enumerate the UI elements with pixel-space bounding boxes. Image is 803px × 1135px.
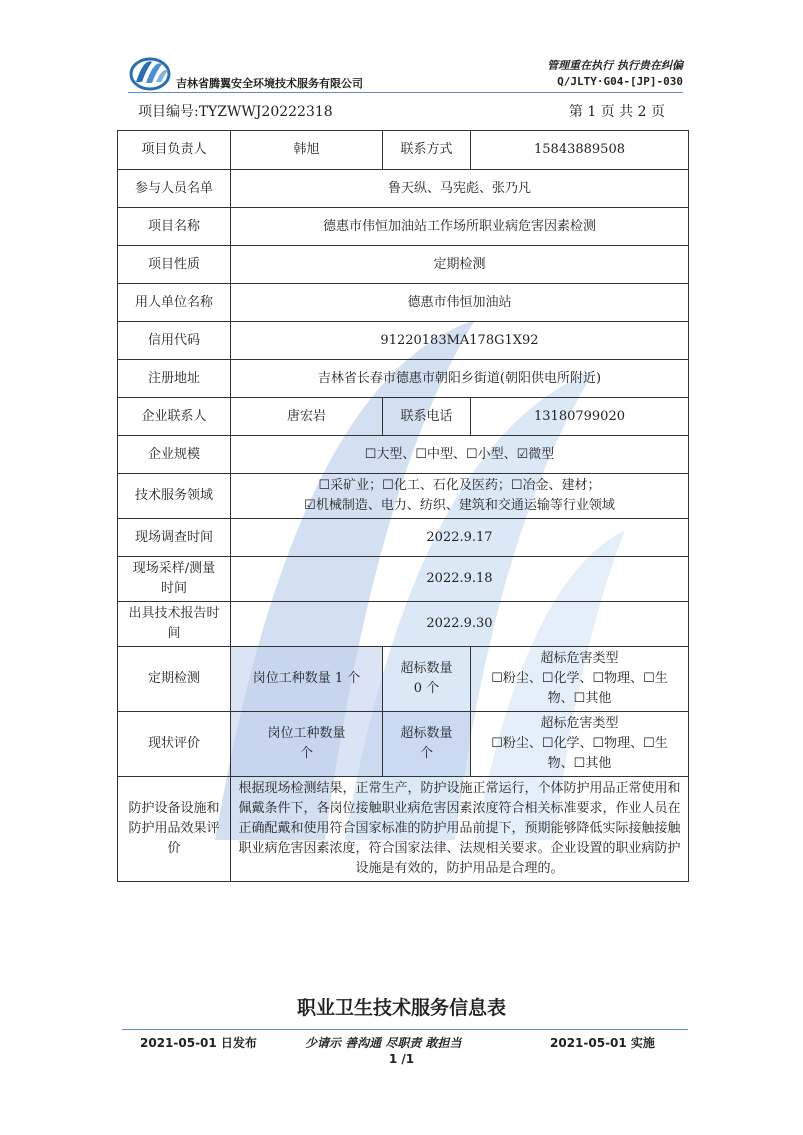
- footer-motto: 少请示 善沟通 尽职责 敢担当: [305, 1036, 462, 1050]
- credit-code-label: 信用代码: [118, 322, 231, 360]
- status-exceed-unit: 个: [419, 746, 433, 761]
- table-row: [118, 777, 689, 882]
- company-name: 吉林省腾翼安全环境技术服务有限公司: [176, 77, 363, 90]
- periodic-hazard-types: [471, 647, 689, 712]
- status-hazard-line-1: ☐粉尘、☐化学、☐物理、☐生: [491, 736, 668, 751]
- service-info-table: [117, 130, 689, 882]
- footer-page-number: 1 /1: [388, 1052, 415, 1066]
- document-code: Q/JLTY·G04-[JP]-030: [557, 75, 683, 88]
- periodic-exceed-value: 0 个: [413, 681, 440, 696]
- table-row: [118, 712, 689, 777]
- enterprise-contact-value: 唐宏岩: [231, 398, 383, 436]
- project-number: 项目编号:TYZWWJ20222318: [138, 104, 333, 120]
- sampling-time-label-line-2: 时间: [160, 581, 187, 596]
- implement-date: 2021-05-01 实施: [550, 1036, 655, 1050]
- table-row: [118, 398, 689, 436]
- sampling-time-value: 2022.9.18: [231, 557, 689, 602]
- sampling-time-label: [118, 557, 231, 602]
- status-hazard-types: [471, 712, 689, 777]
- table-row: [118, 436, 689, 474]
- project-nature-value: 定期检测: [231, 246, 689, 284]
- table-row: [118, 170, 689, 208]
- survey-time-value: 2022.9.17: [231, 519, 689, 557]
- periodic-exceed-label: 超标数量: [400, 661, 453, 676]
- address-label: 注册地址: [118, 360, 231, 398]
- members-value: 鲁天纵、马宪彪、张乃凡: [231, 170, 689, 208]
- form-title: 职业卫生技术服务信息表: [296, 997, 506, 1019]
- periodic-hazard-line-1: ☐粉尘、☐化学、☐物理、☐生: [491, 671, 668, 686]
- periodic-posts-value: 岗位工种数量 1 个: [231, 647, 383, 712]
- table-row: [118, 519, 689, 557]
- table-row: [118, 474, 689, 519]
- protection-eval-label-line-1: 防护设备设施和: [128, 801, 220, 816]
- service-field-label: 技术服务领域: [118, 474, 231, 519]
- employer-value: 德惠市伟恒加油站: [231, 284, 689, 322]
- report-time-value: 2022.9.30: [231, 602, 689, 647]
- enterprise-phone-label: 联系电话: [383, 398, 471, 436]
- service-field-line-2: ☑机械制造、电力、纺织、建筑和交通运输等行业领域: [304, 498, 615, 513]
- status-exceed-label: 超标数量: [400, 726, 453, 741]
- table-row: [118, 360, 689, 398]
- scale-value: ☐大型、☐中型、☐小型、☑微型: [231, 436, 689, 474]
- company-logo-icon: [128, 52, 172, 92]
- protection-eval-label-line-2: 防护用品效果评: [128, 821, 220, 836]
- page-info: 第 1 页 共 2 页: [568, 104, 665, 120]
- footer-divider: [122, 1029, 688, 1030]
- protection-eval-value: 根据现场检测结果，正常生产，防护设施正常运行，个体防护用品正常使用和佩戴条件下，各岗位接触职业病危害因素浓度符合相关标准要求，作业人员在正确配戴和使用符合国家标准的防护用品前提下，预期能够降低实际接触接触职业病危害因素浓度，符合国家法律、法规相关要求。企业设置的职业病防护设施是有效的，防护用品是合理的。: [231, 777, 689, 882]
- table-row: [118, 208, 689, 246]
- table-row: [118, 246, 689, 284]
- contact-label: 联系方式: [383, 131, 471, 170]
- periodic-hazard-line-2: 物、☐其他: [547, 691, 612, 706]
- protection-eval-label-line-3: 价: [167, 841, 181, 856]
- scale-label: 企业规模: [118, 436, 231, 474]
- table-row: [118, 602, 689, 647]
- address-value: 吉林省长春市德惠市朝阳乡街道(朝阳供电所附近): [231, 360, 689, 398]
- employer-label: 用人单位名称: [118, 284, 231, 322]
- status-exceed-count: [383, 712, 471, 777]
- enterprise-phone-value: 13180799020: [471, 398, 689, 436]
- enterprise-contact-label: 企业联系人: [118, 398, 231, 436]
- status-posts-value: [231, 712, 383, 777]
- leader-value: 韩旭: [231, 131, 383, 170]
- project-nature-label: 项目性质: [118, 246, 231, 284]
- status-posts-unit: 个: [299, 746, 313, 761]
- project-name-value: 德惠市伟恒加油站工作场所职业病危害因素检测: [231, 208, 689, 246]
- status-eval-label: 现状评价: [118, 712, 231, 777]
- periodic-test-label: 定期检测: [118, 647, 231, 712]
- report-time-label-line-1: 出具技术报告时: [128, 606, 220, 621]
- status-hazard-line-2: 物、☐其他: [547, 756, 612, 771]
- periodic-exceed-count: [383, 647, 471, 712]
- contact-value: 15843889508: [471, 131, 689, 170]
- report-time-label: [118, 602, 231, 647]
- report-time-label-line-2: 间: [167, 626, 181, 641]
- credit-code-value: 91220183MA178G1X92: [231, 322, 689, 360]
- status-posts-label: 岗位工种数量: [267, 726, 346, 741]
- service-field-line-1: ☐采矿业；☐化工、石化及医药；☐冶金、建材；: [318, 478, 601, 493]
- table-row: [118, 131, 689, 170]
- service-field-value: [231, 474, 689, 519]
- sampling-time-label-line-1: 现场采样/测量: [132, 561, 216, 576]
- status-hazard-title: 超标危害类型: [540, 716, 619, 731]
- project-name-label: 项目名称: [118, 208, 231, 246]
- survey-time-label: 现场调查时间: [118, 519, 231, 557]
- table-row: [118, 284, 689, 322]
- publish-date: 2021-05-01 日发布: [140, 1036, 257, 1050]
- header-slogan: 管理重在执行 执行贵在纠偏: [547, 59, 683, 72]
- periodic-hazard-title: 超标危害类型: [540, 651, 619, 666]
- table-row: [118, 647, 689, 712]
- protection-eval-label: [118, 777, 231, 882]
- table-row: [118, 557, 689, 602]
- leader-label: 项目负责人: [118, 131, 231, 170]
- header-divider: [128, 92, 683, 93]
- members-label: 参与人员名单: [118, 170, 231, 208]
- table-row: [118, 322, 689, 360]
